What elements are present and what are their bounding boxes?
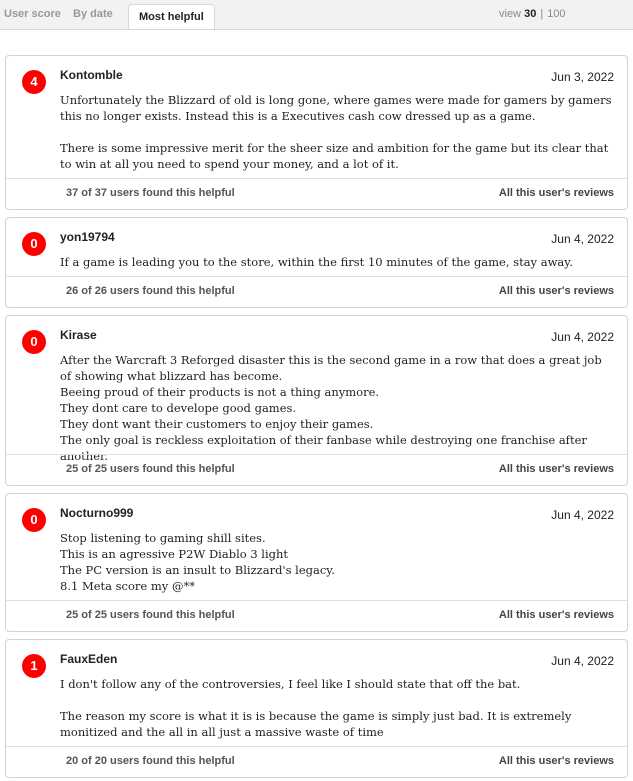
review-author-link[interactable]: Nocturno999 [60, 506, 134, 520]
review-author-link[interactable]: yon19794 [60, 230, 115, 244]
view-label: view [499, 8, 522, 20]
review-paragraph: If a game is leading you to the store, within the first 10 minutes of the game, stay away. [60, 255, 573, 269]
review-card [5, 217, 628, 308]
reviews-list [0, 30, 633, 781]
view-option-100[interactable]: 100 [547, 8, 566, 20]
review-line: After the Warcraft 3 Reforged disaster this is the second game in a row that does a great job of showing what blizzard has become. [60, 353, 602, 383]
review-line: The PC version is an insult to Blizzard's legacy. [60, 563, 335, 577]
review-line: Stop listening to gaming shill sites. [60, 531, 266, 545]
review-date: Jun 4, 2022 [551, 232, 614, 246]
review-footer [6, 454, 627, 485]
view-count-selector [499, 4, 566, 25]
review-line: The only goal is reckless exploitation of their fanbase while destroying one franchise after another. [60, 433, 587, 463]
review-text [60, 352, 616, 464]
review-text [60, 92, 616, 172]
review-line: They dont care to develope good games. [60, 401, 297, 415]
review-text [60, 676, 616, 740]
helpful-count: 20 of 20 users found this helpful [66, 755, 235, 767]
helpful-count: 25 of 25 users found this helpful [66, 463, 235, 475]
review-date: Jun 4, 2022 [551, 508, 614, 522]
review-line: They dont want their customers to enjoy their games. [60, 417, 374, 431]
view-option-30[interactable]: 30 [524, 8, 537, 20]
review-date: Jun 3, 2022 [551, 70, 614, 84]
helpful-count: 26 of 26 users found this helpful [66, 285, 235, 297]
review-author-link[interactable]: Kontomble [60, 68, 123, 82]
review-paragraph: I don't follow any of the controversies, I feel like I should state that off the bat. [60, 677, 521, 691]
review-score-badge: 1 [22, 654, 46, 678]
all-user-reviews-link[interactable]: All this user's reviews [498, 187, 614, 199]
review-text [60, 530, 616, 594]
review-line: This is an agressive P2W Diablo 3 light [60, 547, 289, 561]
all-user-reviews-link[interactable]: All this user's reviews [498, 609, 614, 621]
review-paragraph: Unfortunately the Blizzard of old is long gone, where games were made for gamers by gamers this no longer exists. Instead this is a Executives cash cow dressed up as a game. [60, 93, 612, 123]
review-score-badge: 0 [22, 232, 46, 256]
review-score-badge: 0 [22, 330, 46, 354]
helpful-count: 25 of 25 users found this helpful [66, 609, 235, 621]
review-footer [6, 276, 627, 307]
review-line: Beeing proud of their products is not a thing anymore. [60, 385, 380, 399]
all-user-reviews-link[interactable]: All this user's reviews [498, 463, 614, 475]
review-card [5, 315, 628, 486]
review-author-link[interactable]: Kirase [60, 328, 97, 342]
review-footer [6, 600, 627, 631]
sort-tabbar [0, 0, 633, 30]
view-separator: | [540, 8, 544, 20]
review-paragraph: There is some impressive merit for the sheer size and ambition for the game but its clear that to win at all you need to spend your money, and a lot of it. [60, 141, 609, 171]
review-card [5, 55, 628, 210]
review-text [60, 254, 616, 270]
review-author-link[interactable]: FauxEden [60, 652, 118, 666]
all-user-reviews-link[interactable]: All this user's reviews [498, 285, 614, 297]
review-card [5, 639, 628, 778]
tab-most-helpful[interactable]: Most helpful [128, 4, 215, 29]
all-user-reviews-link[interactable]: All this user's reviews [498, 755, 614, 767]
review-score-badge: 0 [22, 508, 46, 532]
tab-by-date[interactable]: By date [73, 8, 113, 20]
review-line: 8.1 Meta score my @** [60, 579, 195, 593]
helpful-count: 37 of 37 users found this helpful [66, 187, 235, 199]
tab-user-score[interactable]: User score [4, 8, 61, 20]
review-paragraph: The reason my score is what it is is because the game is simply just bad. It is extremely monitized and the all in all just a massive waste of time [60, 709, 572, 739]
review-card [5, 493, 628, 632]
review-date: Jun 4, 2022 [551, 654, 614, 668]
review-date: Jun 4, 2022 [551, 330, 614, 344]
review-footer [6, 178, 627, 209]
review-footer [6, 746, 627, 777]
review-score-badge: 4 [22, 70, 46, 94]
